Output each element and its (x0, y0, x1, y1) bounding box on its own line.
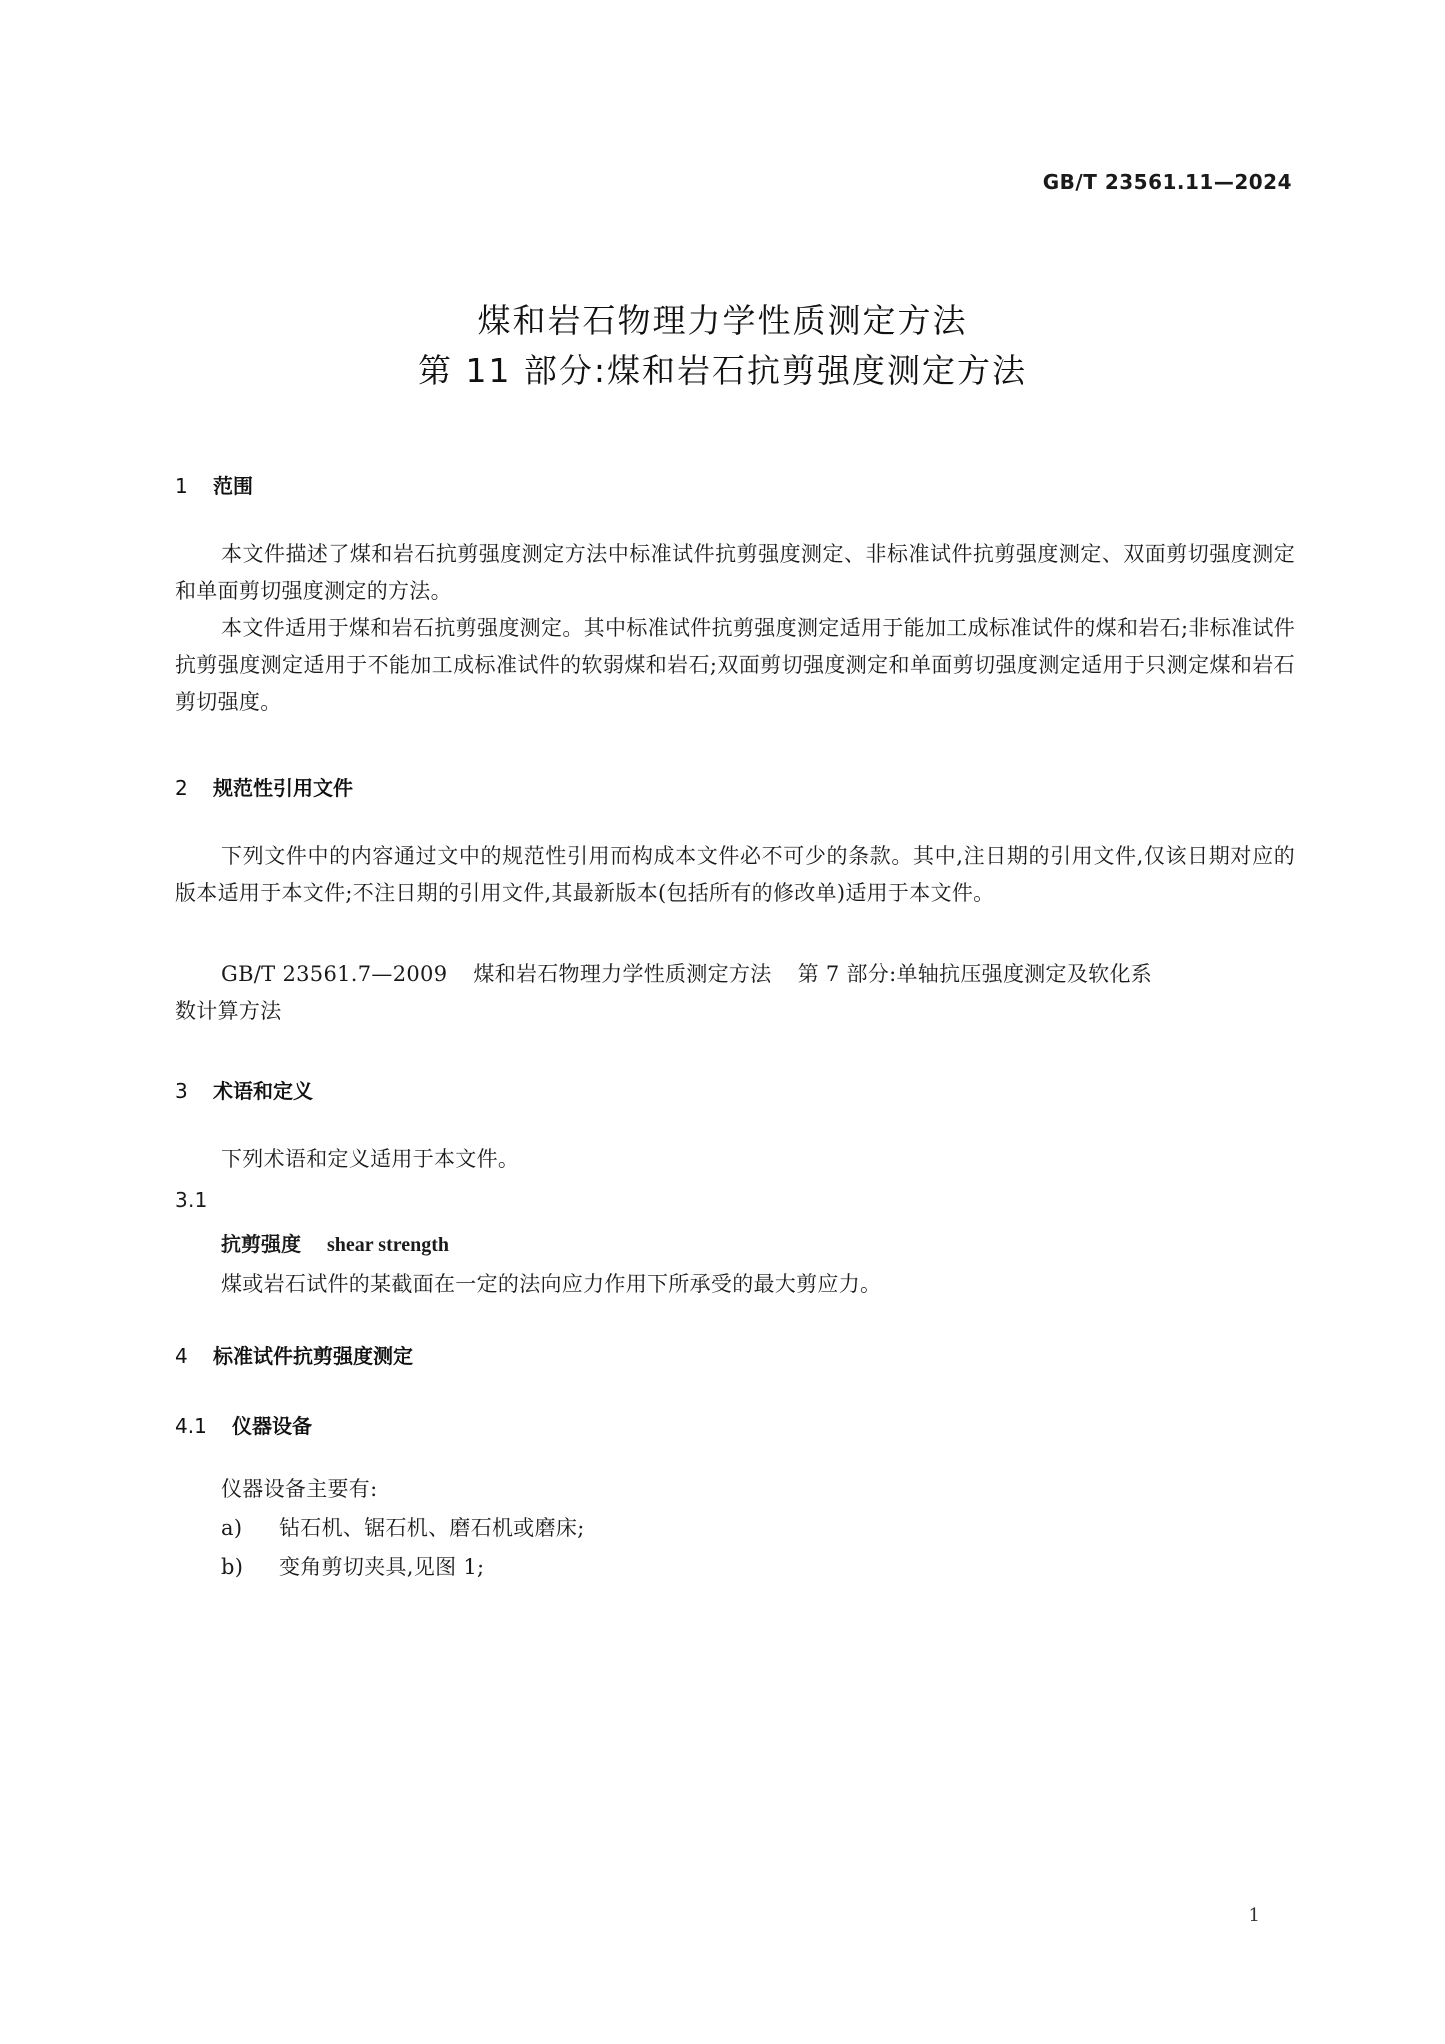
section-4-heading (175, 1340, 413, 1369)
reference-title: 煤和岩石物理力学性质测定方法 (473, 962, 772, 986)
section-title: 标准试件抗剪强度测定 (213, 1344, 413, 1368)
subsection-title: 仪器设备 (232, 1414, 312, 1438)
list-label: b) (221, 1555, 244, 1579)
term-definition: 煤或岩石试件的某截面在一定的法向应力作用下所承受的最大剪应力。 (221, 1272, 882, 1296)
reference-code: GB/T 23561.7—2009 (221, 962, 448, 986)
section-2-body (175, 838, 1295, 912)
section-1-heading (175, 470, 253, 499)
term-chinese: 抗剪强度 (221, 1232, 301, 1256)
page-number: 1 (1248, 1905, 1260, 1926)
document-id: GB/T 23561.11—2024 (1042, 170, 1292, 194)
subsection-number: 4.1 (175, 1414, 207, 1438)
term-english: shear strength (327, 1234, 450, 1256)
subsection-4-1-heading (175, 1410, 312, 1439)
list-item (221, 1551, 484, 1581)
list-label: a) (221, 1516, 243, 1540)
section-title: 术语和定义 (213, 1079, 313, 1103)
list-item (221, 1512, 585, 1542)
section-number: 2 (175, 776, 188, 800)
section-title: 范围 (213, 474, 253, 498)
paragraph: 本文件描述了煤和岩石抗剪强度测定方法中标准试件抗剪强度测定、非标准试件抗剪强度测定、双面剪切强度测定和单面剪切强度测定的方法。 (175, 542, 1295, 603)
section-3-intro: 下列术语和定义适用于本文件。 (221, 1147, 520, 1171)
normative-reference (221, 958, 1152, 988)
document-title-line-1: 煤和岩石物理力学性质测定方法 (477, 301, 968, 340)
section-1-body (175, 536, 1295, 721)
section-number: 1 (175, 474, 188, 498)
reference-title-part: 第 7 部分:单轴抗压强度测定及软化系 (797, 962, 1153, 986)
section-2-heading (175, 772, 353, 801)
section-number: 4 (175, 1344, 188, 1368)
reference-title-continued: 数计算方法 (175, 999, 282, 1023)
paragraph: 下列文件中的内容通过文中的规范性引用而构成本文件必不可少的条款。其中,注日期的引用文件,仅该日期对应的版本适用于本文件;不注日期的引用文件,其最新版本(包括所有的修改单)适用于本文件。 (175, 844, 1295, 905)
section-number: 3 (175, 1079, 188, 1103)
term-number: 3.1 (175, 1188, 208, 1212)
paragraph: 本文件适用于煤和岩石抗剪强度测定。其中标准试件抗剪强度测定适用于能加工成标准试件的煤和岩石;非标准试件抗剪强度测定适用于不能加工成标准试件的软弱煤和岩石;双面剪切强度测定和单面剪切强度测定适用于只测定煤和岩石剪切强度。 (175, 616, 1295, 714)
list-text: 钻石机、锯石机、磨石机或磨床; (279, 1516, 585, 1540)
document-title-line-2: 第 11 部分:煤和岩石抗剪强度测定方法 (417, 351, 1028, 390)
section-3-heading (175, 1075, 313, 1104)
section-title: 规范性引用文件 (213, 776, 353, 800)
term-entry (221, 1228, 449, 1257)
list-text: 变角剪切夹具,见图 1; (279, 1555, 485, 1579)
equipment-intro: 仪器设备主要有: (221, 1477, 378, 1501)
